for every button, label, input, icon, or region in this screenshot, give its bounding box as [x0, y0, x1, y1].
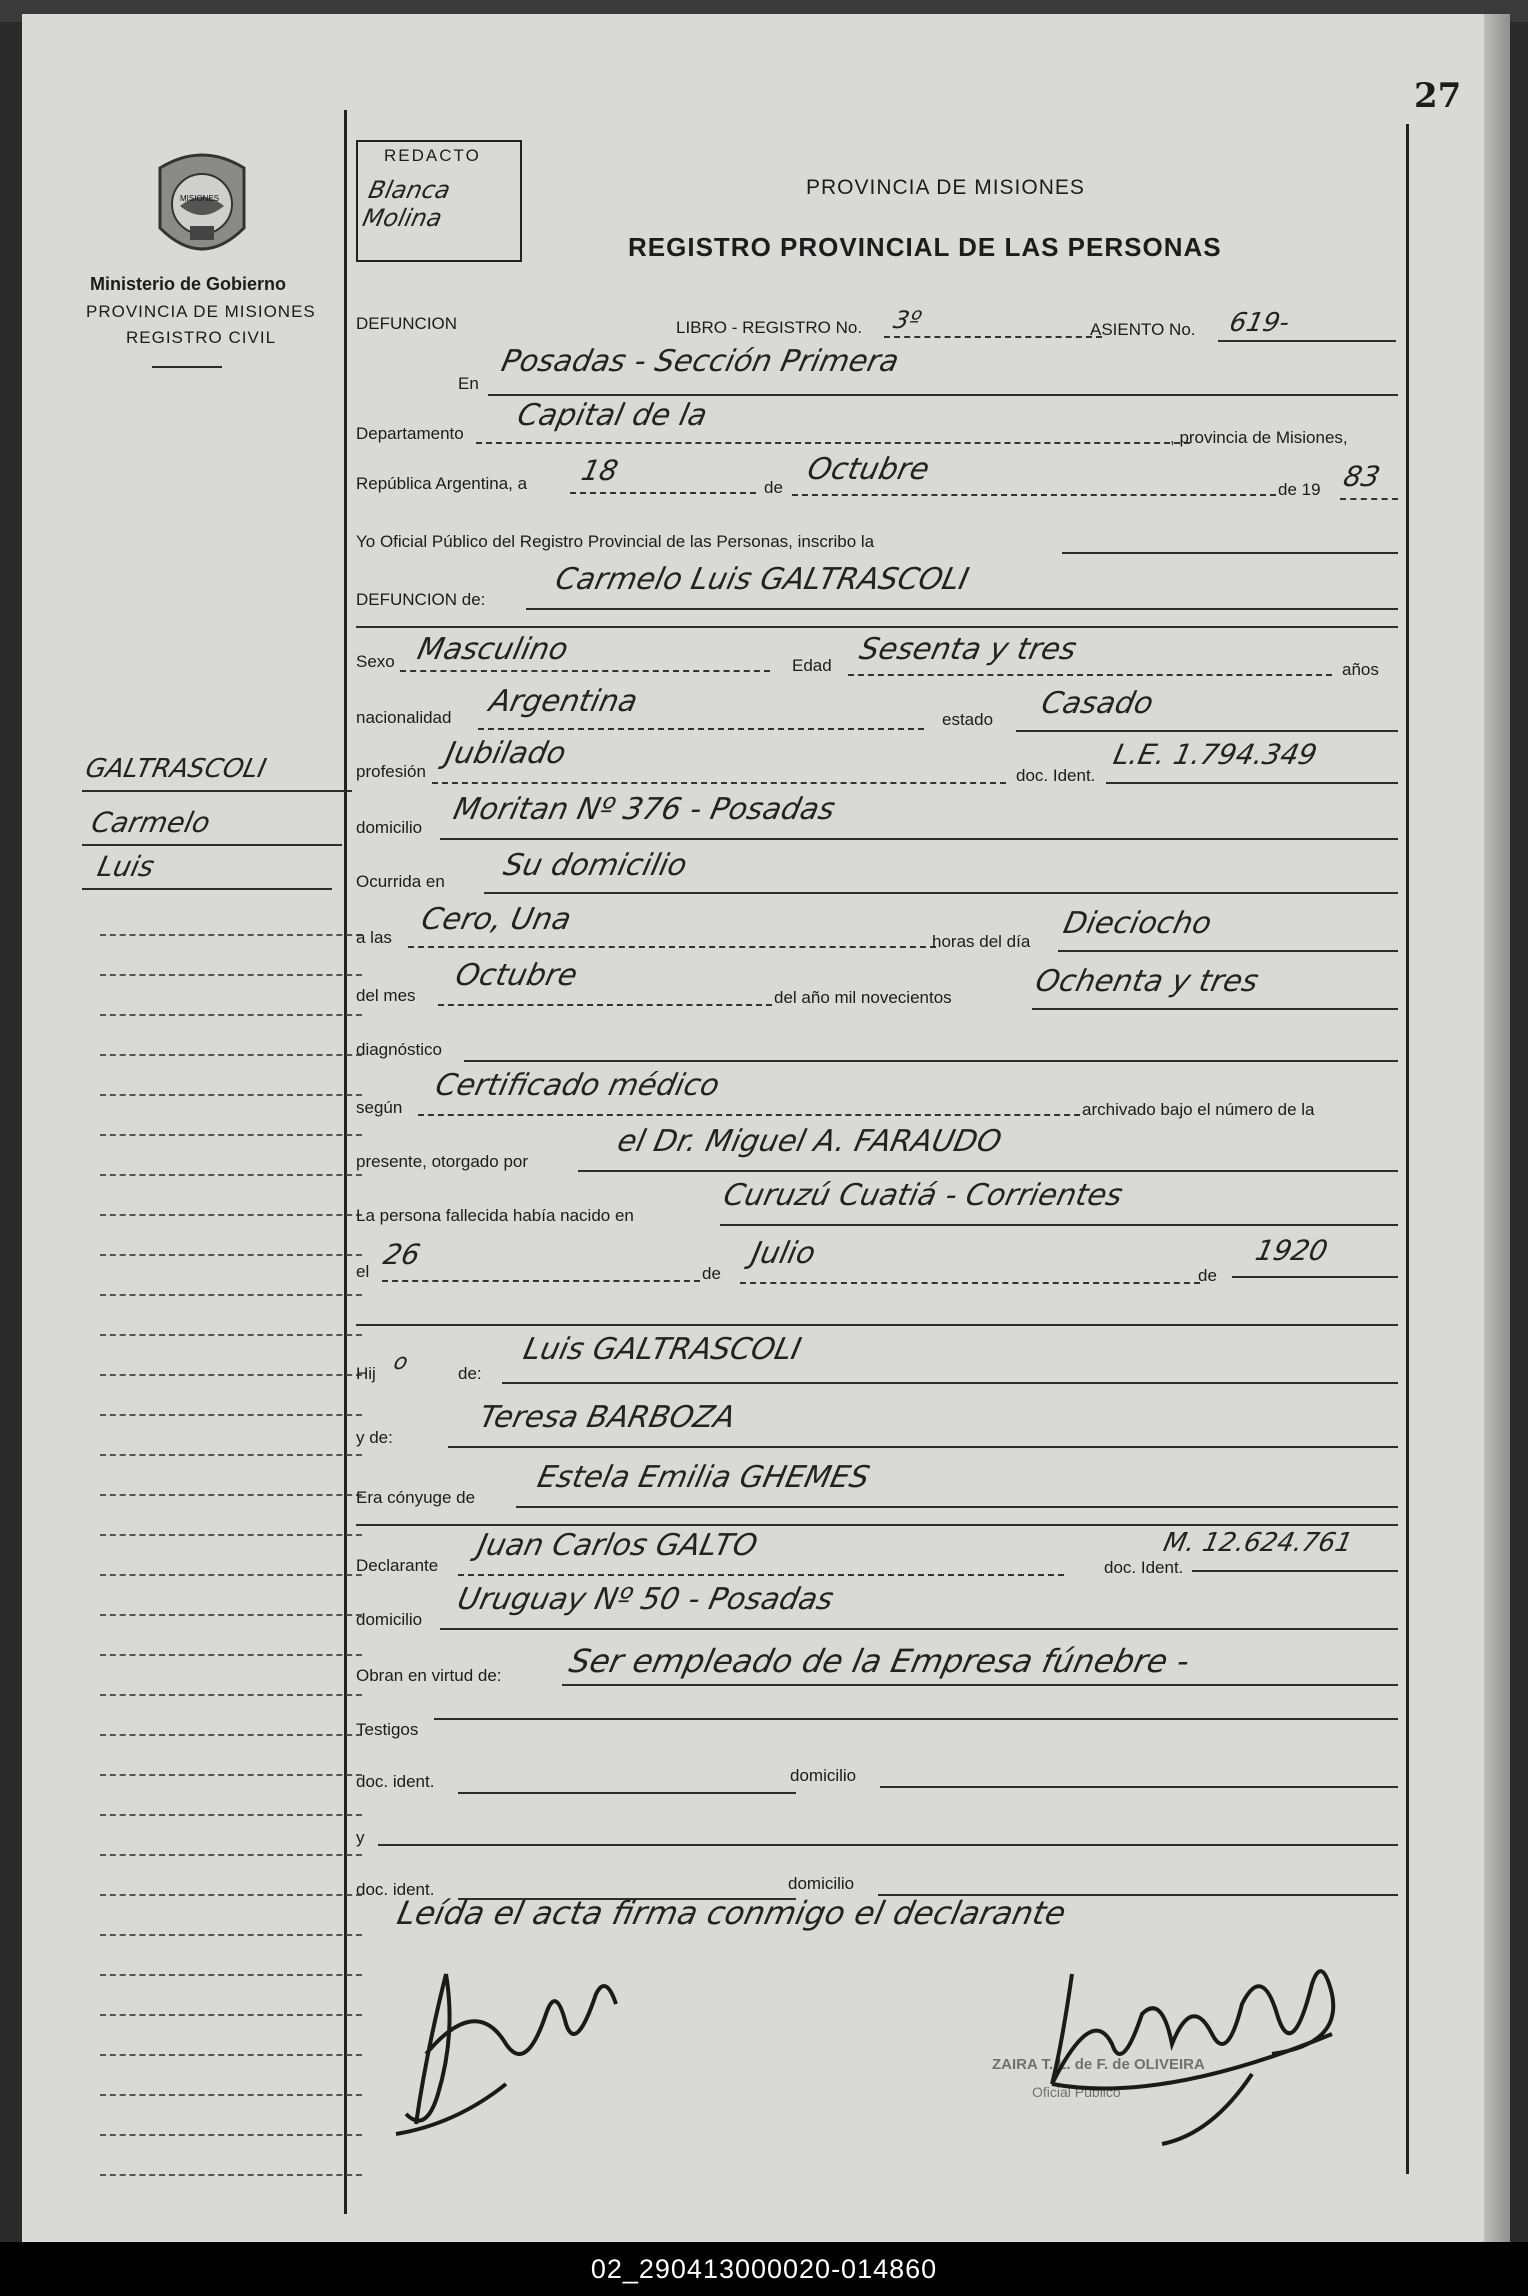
value-padre: Luis GALTRASCOLI	[520, 1332, 805, 1367]
value-nac-dia: 26	[380, 1238, 424, 1271]
label-de-19: de 19	[1278, 480, 1321, 499]
value-segun: Certificado médico	[432, 1068, 723, 1103]
value-estado: Casado	[1038, 686, 1157, 721]
register-page	[22, 14, 1510, 2242]
value-profesion: Jubilado	[442, 736, 570, 771]
label-declarante: Declarante	[356, 1556, 439, 1575]
label-nacionalidad: nacionalidad	[356, 708, 452, 727]
line-nacido-en	[720, 1224, 1398, 1226]
line-declarante	[458, 1574, 1064, 1576]
line-blank-1	[356, 1324, 1398, 1326]
value-nacionalidad: Argentina	[486, 684, 641, 719]
label-doc-ident-2: doc. Ident.	[1104, 1558, 1184, 1577]
label-ocurrida: Ocurrida en	[356, 872, 445, 891]
redacto-label: REDACTO	[384, 146, 481, 165]
value-ocurrida: Su domicilio	[500, 848, 691, 883]
margin-rule-2	[82, 844, 342, 846]
seal-text: MISIONES	[180, 194, 220, 203]
header-registry: REGISTRO PROVINCIAL DE LAS PERSONAS	[628, 232, 1222, 262]
line-madre	[448, 1446, 1398, 1448]
margin-name1: Carmelo	[88, 806, 214, 839]
value-doc-ident: L.E. 1.794.349	[1110, 738, 1321, 771]
label-doc-ident-3: doc. ident.	[356, 1772, 435, 1791]
margin-column-line	[344, 110, 347, 2214]
value-libro: 3º	[891, 306, 924, 334]
value-declarante-domicilio: Uruguay Nº 50 - Posadas	[454, 1582, 837, 1617]
label-domicilio-4: domicilio	[788, 1874, 855, 1893]
label-nac-de-mes: de	[702, 1264, 721, 1283]
value-edad: Sesenta y tres	[856, 632, 1080, 667]
scan-footer: 02_290413000020-014860	[0, 2242, 1528, 2296]
line-hora	[408, 946, 936, 948]
line-sexo	[400, 670, 770, 672]
label-horas-del-dia: horas del día	[932, 932, 1031, 951]
label-del-ano: del año mil novecientos	[774, 988, 952, 1007]
line-padre	[502, 1382, 1398, 1384]
ministry-underline	[152, 366, 222, 368]
value-domicilio: Moritan Nº 376 - Posadas	[450, 792, 839, 827]
right-border-line	[1406, 124, 1409, 2174]
line-conyuge	[516, 1506, 1398, 1508]
line-ano-texto	[1032, 1008, 1398, 1010]
label-en: En	[458, 374, 479, 393]
line-mes	[792, 494, 1276, 496]
redacto-box	[356, 140, 522, 262]
line-nac-dia	[382, 1280, 700, 1282]
label-anos: años	[1342, 660, 1379, 679]
label-libro: LIBRO - REGISTRO No.	[676, 318, 863, 337]
officer-signature	[1012, 1934, 1352, 2154]
line-domicilio-3	[880, 1786, 1398, 1788]
stamp-line1: ZAIRA T. L. de F. de OLIVEIRA	[992, 2056, 1205, 2073]
line-ocurrida	[484, 892, 1398, 894]
value-asiento: 619-	[1226, 308, 1293, 338]
label-defuncion-de: DEFUNCION de:	[356, 590, 486, 609]
label-y: y	[356, 1828, 365, 1847]
label-hijo-de: de:	[458, 1364, 482, 1383]
line-ano	[1340, 498, 1398, 500]
label-estado: estado	[942, 710, 994, 729]
margin-rule-1	[82, 790, 352, 792]
label-asiento: ASIENTO No.	[1090, 320, 1196, 339]
margin-surname: GALTRASCOLI	[82, 754, 269, 784]
line-nacionalidad	[478, 728, 924, 730]
line-domicilio	[440, 838, 1398, 840]
line-y	[378, 1844, 1398, 1846]
page-number: 27	[1414, 76, 1462, 116]
margin-rule-3	[82, 888, 332, 890]
value-nac-mes: Julio	[748, 1236, 819, 1271]
line-profesion	[432, 782, 1006, 784]
value-otorgado-por: el Dr. Miguel A. FARAUDO	[614, 1124, 1005, 1159]
ministry-province: PROVINCIA DE MISIONES	[86, 302, 316, 321]
line-declarante-doc	[1192, 1570, 1398, 1572]
redacto-name: Blanca Molina	[360, 176, 453, 232]
line-departamento	[476, 442, 1190, 444]
label-de-mes: de	[764, 478, 783, 497]
line-asiento	[1218, 340, 1396, 342]
label-diagnostico: diagnóstico	[356, 1040, 443, 1059]
value-departamento: Capital de la	[514, 398, 711, 433]
value-sexo: Masculino	[414, 632, 572, 667]
line-otorgado-por	[578, 1170, 1398, 1172]
label-provincia: , provincia de Misiones,	[1170, 428, 1348, 447]
value-mes: Octubre	[804, 452, 933, 487]
line-nac-ano	[1232, 1276, 1398, 1278]
header-province: PROVINCIA DE MISIONES	[806, 176, 1085, 199]
line-dia	[570, 492, 756, 494]
label-departamento: Departamento	[356, 424, 464, 443]
label-conyuge: Era cónyuge de	[356, 1488, 476, 1507]
label-a-las: a las	[356, 928, 392, 947]
label-del-mes: del mes	[356, 986, 416, 1005]
label-presente: presente, otorgado por	[356, 1152, 529, 1171]
line-obran	[562, 1684, 1398, 1686]
line-doc-ident	[1106, 782, 1398, 784]
label-profesion: profesión	[356, 762, 426, 781]
label-doc-ident-4: doc. ident.	[356, 1880, 435, 1899]
closing-statement: Leída el acta firma conmigo el declarante	[393, 1894, 1070, 1932]
stamp-line2: Oficial Público	[1032, 2084, 1121, 2100]
value-defuncion-de: Carmelo Luis GALTRASCOLI	[552, 562, 972, 597]
value-obran: Ser empleado de la Empresa fúnebre -	[565, 1642, 1194, 1680]
label-nac-de-ano: de	[1198, 1266, 1217, 1285]
label-y-de: y de:	[356, 1428, 393, 1447]
label-sexo: Sexo	[356, 652, 395, 671]
label-yo-oficial: Yo Oficial Público del Registro Provincial de las Personas, inscribo la	[356, 532, 875, 551]
label-domicilio: domicilio	[356, 818, 423, 837]
value-en: Posadas - Sección Primera	[498, 344, 903, 379]
value-mes-texto: Octubre	[452, 958, 581, 993]
provincial-seal	[150, 148, 254, 266]
label-hij: Hij	[356, 1364, 376, 1383]
value-hijo-suffix: o	[391, 1350, 411, 1375]
book-edge	[1484, 14, 1510, 2242]
label-archivado: archivado bajo el número de la	[1082, 1100, 1315, 1119]
line-mes-texto	[438, 1004, 772, 1006]
label-edad: Edad	[792, 656, 832, 675]
line-declarante-domicilio	[440, 1628, 1398, 1630]
label-domicilio-3: domicilio	[790, 1766, 857, 1785]
value-dia-texto: Dieciocho	[1060, 906, 1215, 941]
value-nac-ano: 1920	[1252, 1234, 1331, 1267]
ministry-registry: REGISTRO CIVIL	[126, 328, 277, 347]
line-diagnostico	[464, 1060, 1398, 1062]
label-obran: Obran en virtud de:	[356, 1666, 502, 1685]
value-ano: 83	[1340, 460, 1384, 493]
value-madre: Teresa BARBOZA	[476, 1400, 739, 1435]
line-nac-mes	[740, 1282, 1200, 1284]
line-libro	[884, 336, 1102, 338]
line-defuncion-de	[526, 608, 1398, 610]
line-doc-ident-3	[458, 1792, 796, 1794]
line-dia-texto	[1058, 950, 1398, 952]
line-defuncion-extra	[356, 626, 1398, 628]
line-en	[488, 394, 1398, 396]
line-estado	[1016, 730, 1398, 732]
label-testigos: Testigos	[356, 1720, 419, 1739]
value-nacido-en: Curuzú Cuatiá - Corrientes	[720, 1178, 1126, 1213]
label-nacido-en: La persona fallecida había nacido en	[356, 1206, 634, 1225]
label-doc-ident: doc. Ident.	[1016, 766, 1096, 785]
value-declarante-doc: M. 12.624.761	[1160, 1528, 1356, 1558]
label-domicilio-2: domicilio	[356, 1610, 423, 1629]
value-declarante: Juan Carlos GALTO	[474, 1528, 761, 1563]
label-el: el	[356, 1262, 370, 1281]
value-hora: Cero, Una	[418, 902, 575, 937]
line-testigos	[434, 1718, 1398, 1720]
label-segun: según	[356, 1098, 403, 1117]
line-conyuge-extra	[356, 1524, 1398, 1526]
line-yo-oficial	[1062, 552, 1398, 554]
label-republica: República Argentina, a	[356, 474, 528, 493]
line-segun	[418, 1114, 1080, 1116]
label-defuncion: DEFUNCION	[356, 314, 458, 333]
ministry-title: Ministerio de Gobierno	[90, 274, 287, 294]
margin-name2: Luis	[94, 850, 158, 883]
line-edad	[848, 674, 1332, 676]
value-dia: 18	[578, 454, 622, 487]
value-ano-texto: Ochenta y tres	[1032, 964, 1262, 999]
declarant-signature	[386, 1934, 666, 2154]
value-conyuge: Estela Emilia GHEMES	[534, 1460, 873, 1495]
